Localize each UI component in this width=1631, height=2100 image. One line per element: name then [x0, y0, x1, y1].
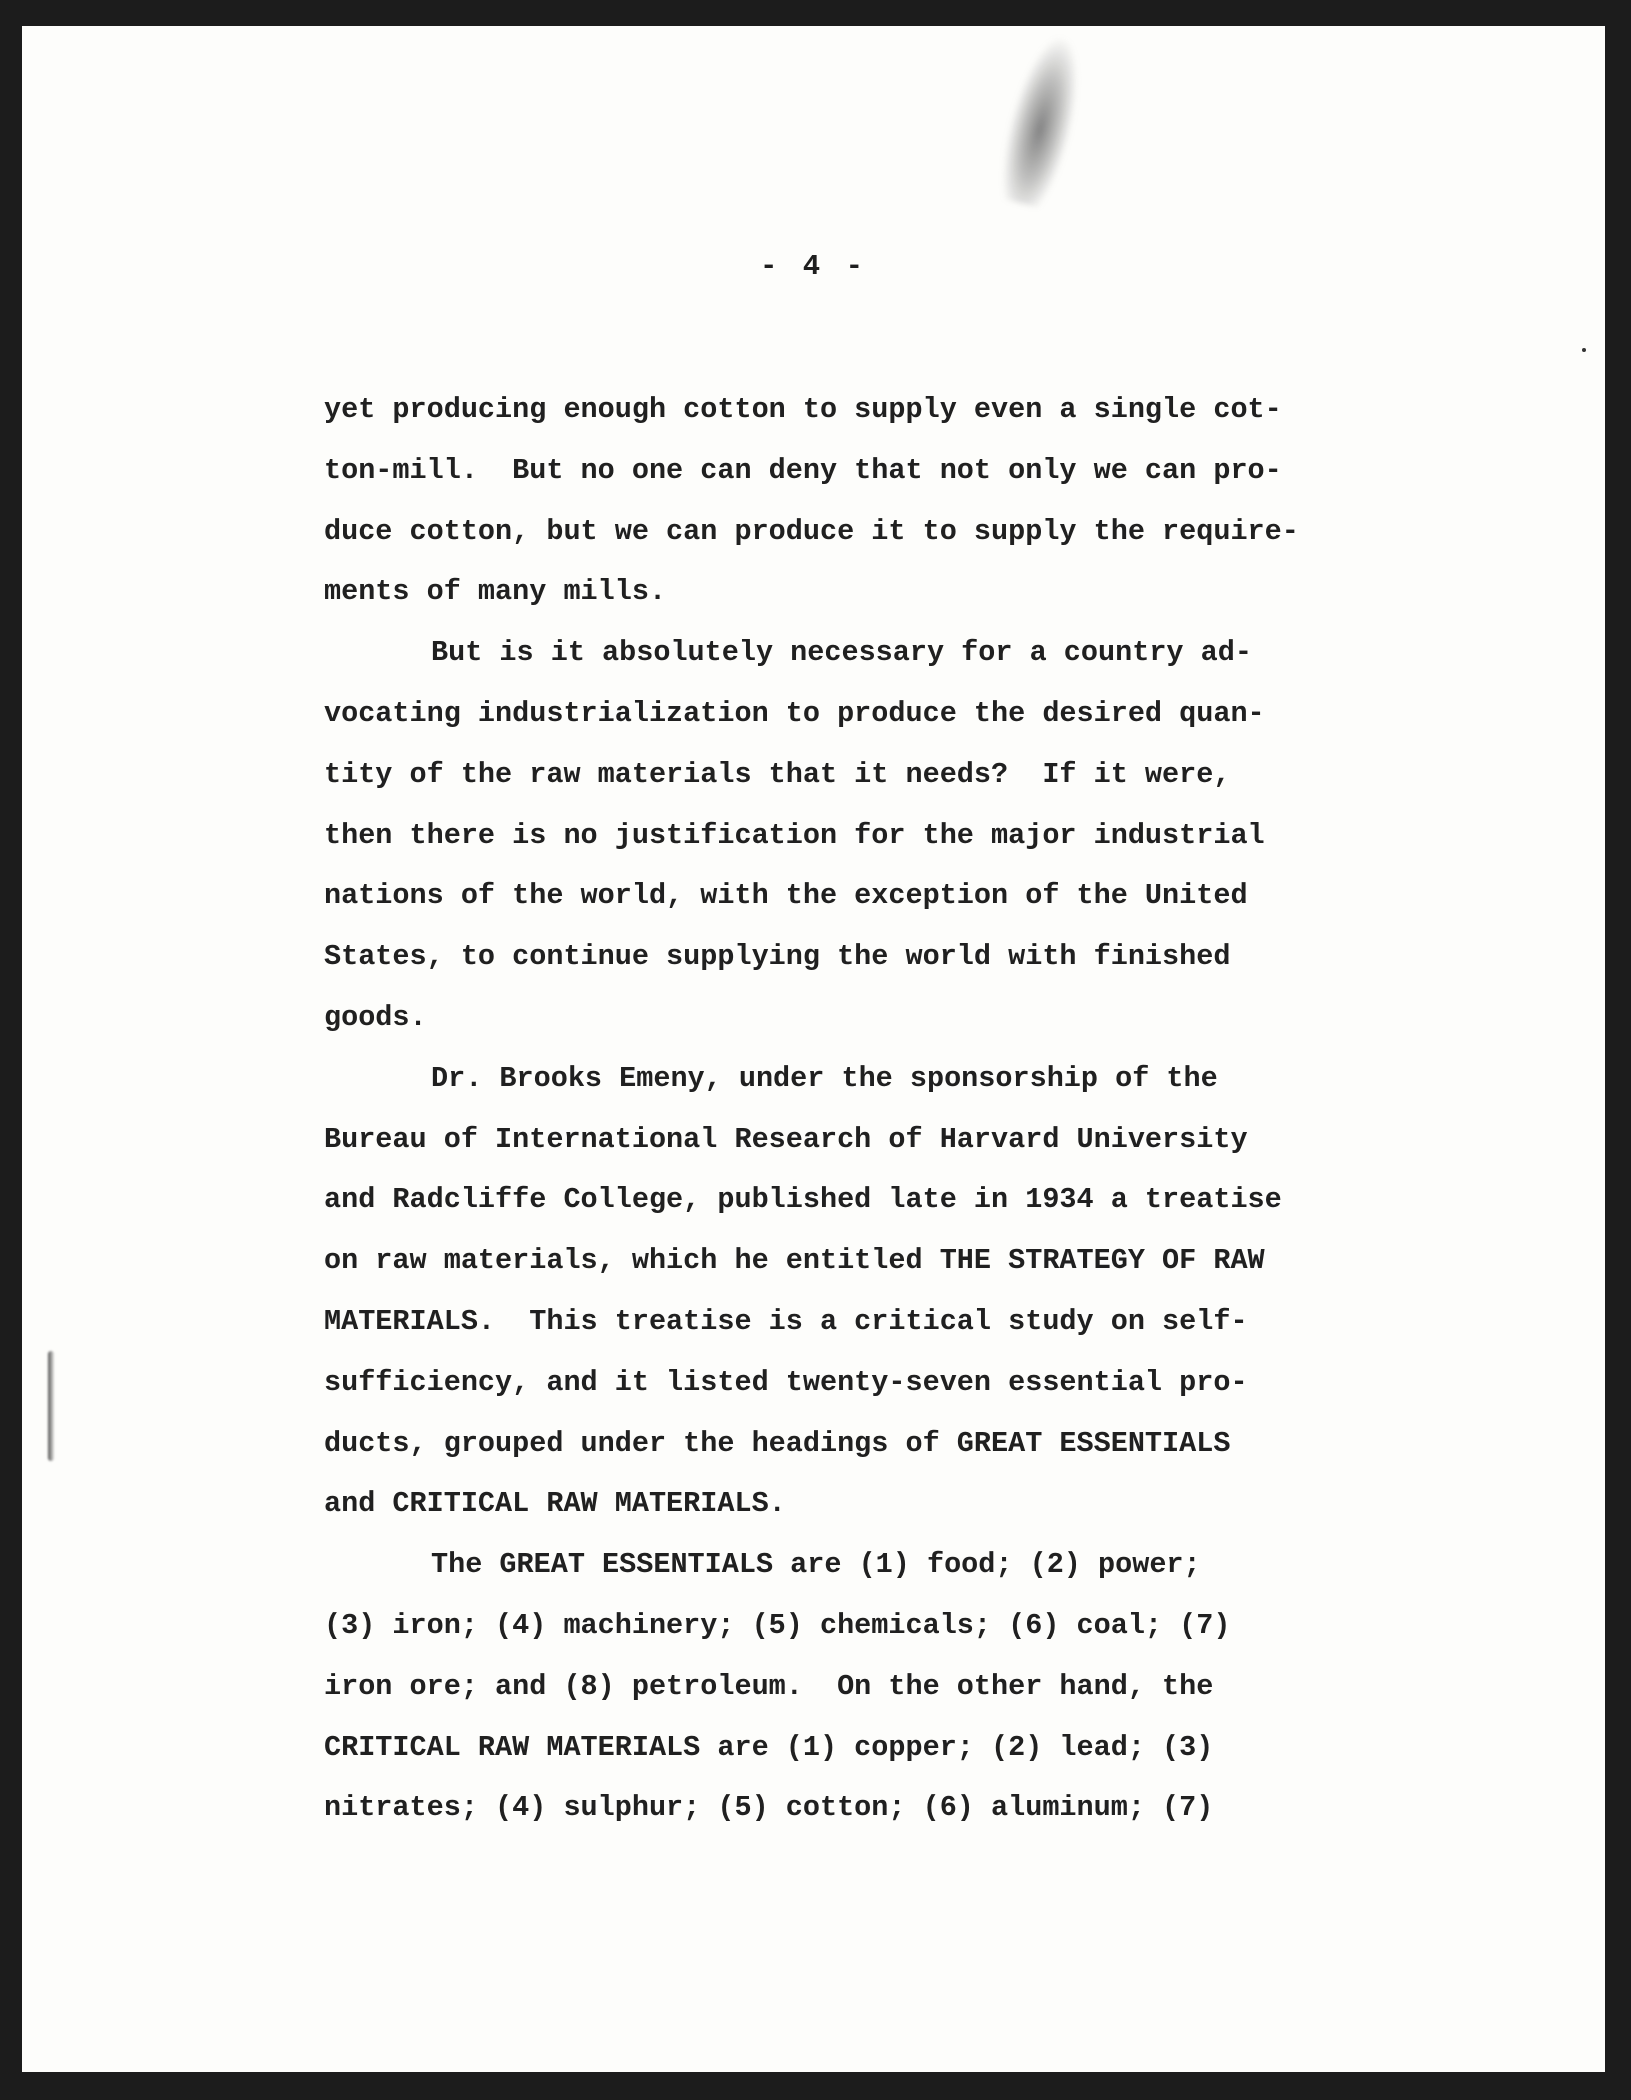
text-line: nations of the world, with the exception of the United	[324, 879, 1248, 913]
text-line: ducts, grouped under the headings of GREAT ESSENTIALS	[324, 1426, 1231, 1460]
text-line: tity of the raw materials that it needs? If it were,	[324, 757, 1231, 791]
text-line: then there is no justification for the major industrial	[324, 818, 1265, 852]
text-line: Bureau of International Research of Harvard University	[324, 1122, 1248, 1156]
text-line: vocating industrialization to produce the desired quan-	[324, 696, 1265, 730]
ink-smudge	[992, 31, 1091, 210]
text-line: on raw materials, which he entitled THE STRATEGY OF RAW	[324, 1244, 1265, 1278]
text-line: and CRITICAL RAW MATERIALS.	[324, 1487, 786, 1521]
text-line: and Radcliffe College, published late in 1934 a treatise	[324, 1183, 1282, 1217]
text-line: ments of many mills.	[324, 575, 667, 609]
text-line: MATERIALS. This treatise is a critical study on self-	[324, 1304, 1248, 1338]
margin-mark	[48, 1351, 54, 1461]
text-line: ton-mill. But no one can deny that not only we can pro-	[324, 453, 1282, 487]
text-line: The GREAT ESSENTIALS are (1) food; (2) power;	[431, 1548, 1201, 1582]
text-line: duce cotton, but we can produce it to supply the require-	[324, 514, 1299, 548]
text-line: But is it absolutely necessary for a country ad-	[431, 636, 1252, 670]
text-line: goods.	[324, 1000, 427, 1034]
text-line: sufficiency, and it listed twenty-seven essential pro-	[324, 1365, 1248, 1399]
body-text	[324, 380, 1404, 1839]
text-line: iron ore; and (8) petroleum. On the other hand, the	[324, 1669, 1214, 1703]
text-line: Dr. Brooks Emeny, under the sponsorship of the	[431, 1061, 1218, 1095]
speck-mark	[1582, 348, 1586, 352]
text-line: yet producing enough cotton to supply even a single cot-	[324, 393, 1282, 426]
document-page	[22, 26, 1605, 2072]
text-line: (3) iron; (4) machinery; (5) chemicals; (6) coal; (7)	[324, 1608, 1231, 1642]
text-line: CRITICAL RAW MATERIALS are (1) copper; (2) lead; (3)	[324, 1730, 1214, 1764]
page-number: - 4 -	[759, 250, 867, 283]
text-line: nitrates; (4) sulphur; (5) cotton; (6) aluminum; (7)	[324, 1791, 1214, 1825]
text-line: States, to continue supplying the world with finished	[324, 940, 1231, 974]
